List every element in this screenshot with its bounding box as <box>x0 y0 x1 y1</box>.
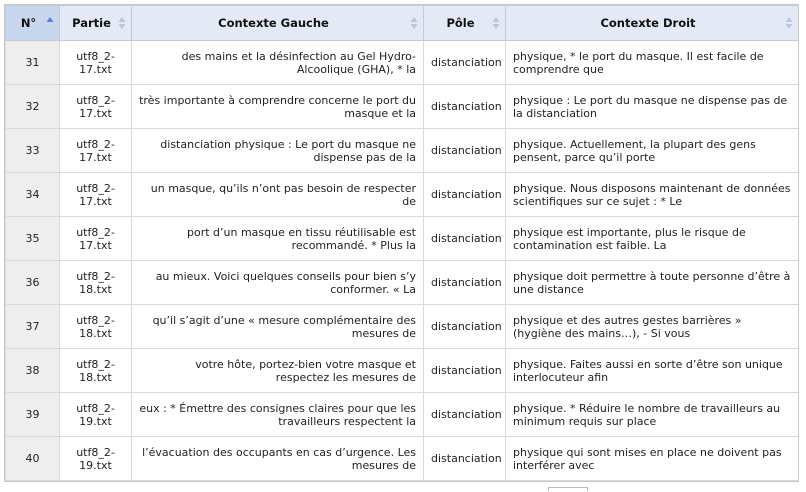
column-header-num[interactable] <box>6 6 60 41</box>
contexte-droit-cell: physique est importante, plus le risque de contamination est faible. La <box>506 217 799 261</box>
contexte-gauche-cell: un masque, qu’ils n’ont pas besoin de respecter de <box>132 173 424 217</box>
table-row[interactable] <box>6 173 799 217</box>
contexte-gauche-cell: au mieux. Voici quelques conseils pour bien s’y conformer. « La <box>132 261 424 305</box>
contexte-droit-cell: physique. Actuellement, la plupart des gens pensent, parce qu’il porte <box>506 129 799 173</box>
column-header-partie[interactable] <box>60 6 132 41</box>
contexte-droit-cell: physique. * Réduire le nombre de travailleurs au minimum requis sur place <box>506 393 799 437</box>
row-number: 32 <box>6 85 60 129</box>
table-header <box>6 6 799 41</box>
table-row[interactable] <box>6 261 799 305</box>
table-row[interactable] <box>6 129 799 173</box>
table-body <box>6 41 799 481</box>
partie-cell: utf8_2-17.txt <box>60 129 132 173</box>
contexte-droit-cell: physique et des autres gestes barrières » (hygiène des mains…), - Si vous <box>506 305 799 349</box>
partie-cell: utf8_2-19.txt <box>60 437 132 481</box>
table-row[interactable] <box>6 305 799 349</box>
sort-both-icon[interactable] <box>492 16 500 30</box>
pagination-control-edge <box>548 487 588 491</box>
contexte-gauche-cell: qu’il s’agit d’une « mesure complémentaire des mesures de <box>132 305 424 349</box>
contexte-gauche-cell: des mains et la désinfection au Gel Hydro-Alcoolique (GHA), * la <box>132 41 424 85</box>
column-header-pole[interactable] <box>424 6 506 41</box>
contexte-droit-cell: physique qui sont mises en place ne doivent pas interférer avec <box>506 437 799 481</box>
contexte-gauche-cell: distanciation physique : Le port du masque ne dispense pas de la <box>132 129 424 173</box>
column-header-pole-label: Pôle <box>446 16 475 30</box>
partie-cell: utf8_2-17.txt <box>60 41 132 85</box>
partie-cell: utf8_2-17.txt <box>60 217 132 261</box>
contexte-droit-cell: physique, * le port du masque. Il est facile de comprendre que <box>506 41 799 85</box>
row-number: 40 <box>6 437 60 481</box>
partie-cell: utf8_2-18.txt <box>60 305 132 349</box>
pole-cell: distanciation <box>424 129 506 173</box>
partie-cell: utf8_2-18.txt <box>60 261 132 305</box>
contexte-gauche-cell: votre hôte, portez-bien votre masque et respectez les mesures de <box>132 349 424 393</box>
row-number: 31 <box>6 41 60 85</box>
sort-both-icon[interactable] <box>410 16 418 30</box>
contexte-droit-cell: physique doit permettre à toute personne d’être à une distance <box>506 261 799 305</box>
pole-cell: distanciation <box>424 393 506 437</box>
row-number: 33 <box>6 129 60 173</box>
partie-cell: utf8_2-17.txt <box>60 85 132 129</box>
column-header-contexte-gauche-label: Contexte Gauche <box>218 16 329 30</box>
contexte-droit-cell: physique. Faites aussi en sorte d’être son unique interlocuteur afin <box>506 349 799 393</box>
contexte-gauche-cell: très importante à comprendre concerne le port du masque et la <box>132 85 424 129</box>
contexte-gauche-cell: port d’un masque en tissu réutilisable est recommandé. * Plus la <box>132 217 424 261</box>
pole-cell: distanciation <box>424 217 506 261</box>
contexte-droit-cell: physique. Nous disposons maintenant de données scientifiques sur ce sujet : * Le <box>506 173 799 217</box>
sort-ascending-icon[interactable] <box>46 16 54 30</box>
column-header-contexte-gauche[interactable] <box>132 6 424 41</box>
table-row[interactable] <box>6 41 799 85</box>
column-header-contexte-droit-label: Contexte Droit <box>600 16 696 30</box>
pole-cell: distanciation <box>424 173 506 217</box>
partie-cell: utf8_2-18.txt <box>60 349 132 393</box>
table-row[interactable] <box>6 437 799 481</box>
pole-cell: distanciation <box>424 437 506 481</box>
row-number: 34 <box>6 173 60 217</box>
row-number: 39 <box>6 393 60 437</box>
column-header-partie-label: Partie <box>72 16 111 30</box>
table-row[interactable] <box>6 85 799 129</box>
concordance-table <box>5 5 799 481</box>
pole-cell: distanciation <box>424 41 506 85</box>
partie-cell: utf8_2-17.txt <box>60 173 132 217</box>
table-row[interactable] <box>6 349 799 393</box>
pole-cell: distanciation <box>424 349 506 393</box>
row-number: 37 <box>6 305 60 349</box>
contexte-droit-cell: physique : Le port du masque ne dispense pas de la distanciation <box>506 85 799 129</box>
sort-both-icon[interactable] <box>785 16 793 30</box>
pole-cell: distanciation <box>424 305 506 349</box>
contexte-gauche-cell: l’évacuation des occupants en cas d’urgence. Les mesures de <box>132 437 424 481</box>
header-row <box>6 6 799 41</box>
table-row[interactable] <box>6 217 799 261</box>
pole-cell: distanciation <box>424 85 506 129</box>
column-header-contexte-droit[interactable] <box>506 6 799 41</box>
contexte-gauche-cell: eux : * Émettre des consignes claires pour que les travailleurs respectent la <box>132 393 424 437</box>
partie-cell: utf8_2-19.txt <box>60 393 132 437</box>
table-row[interactable] <box>6 393 799 437</box>
column-header-num-label: N° <box>20 16 37 30</box>
row-number: 35 <box>6 217 60 261</box>
concordance-table-container <box>4 4 799 482</box>
row-number: 36 <box>6 261 60 305</box>
pole-cell: distanciation <box>424 261 506 305</box>
row-number: 38 <box>6 349 60 393</box>
sort-both-icon[interactable] <box>118 16 126 30</box>
